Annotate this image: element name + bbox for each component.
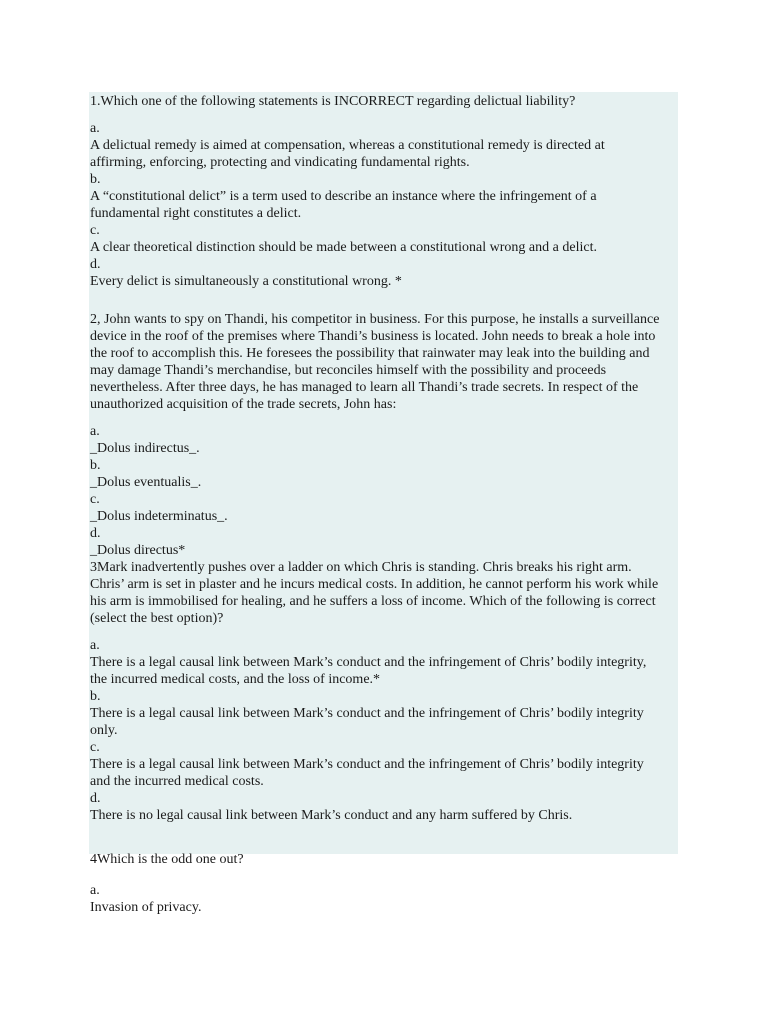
option-letter: c.	[90, 223, 100, 238]
option-letter: b.	[90, 172, 101, 187]
option-letter: b.	[90, 689, 101, 704]
option-text-line: the incurred medical costs, and the loss of income.*	[90, 672, 381, 687]
option-letter: a.	[90, 883, 100, 898]
stem-line: (select the best option)?	[90, 611, 224, 626]
option-text-line: Invasion of privacy.	[90, 900, 202, 915]
option-text-line: affirming, enforcing, protecting and vindicating fundamental rights.	[90, 155, 470, 170]
stem-line: Chris’ arm is set in plaster and he incurs medical costs. In addition, he cannot perform his work while	[90, 577, 659, 592]
option-letter: a.	[90, 638, 100, 653]
option-letter: d.	[90, 791, 101, 806]
option-text-line: There is a legal causal link between Mark’s conduct and the infringement of Chris’ bodily integrity	[90, 706, 644, 721]
question-1-option-c	[90, 222, 678, 256]
option-text-line: only.	[90, 723, 118, 738]
question-1-option-d	[90, 256, 678, 290]
option-letter: a.	[90, 121, 100, 136]
option-text-line: There is no legal causal link between Mark’s conduct and any harm suffered by Chris.	[90, 808, 573, 823]
question-4	[90, 851, 678, 916]
question-2-option-c	[90, 491, 678, 525]
question-2-option-d	[90, 525, 678, 559]
question-2-option-a	[90, 423, 678, 457]
stem-line: device in the roof of the premises where Thandi’s business is located. John needs to break a hole into	[90, 329, 656, 344]
question-3-option-c	[90, 739, 678, 790]
option-text-line: A clear theoretical distinction should be made between a constitutional wrong and a delict.	[90, 240, 597, 255]
option-text-line: There is a legal causal link between Mark’s conduct and the infringement of Chris’ bodily integrity	[90, 757, 644, 772]
option-text-line: _Dolus eventualis_.	[90, 475, 202, 490]
question-3-stem	[90, 559, 678, 627]
option-letter: a.	[90, 424, 100, 439]
question-4-stem: 4Which is the odd one out?	[90, 852, 244, 867]
option-text-line: A “constitutional delict” is a term used to describe an instance where the infringement of a	[90, 189, 597, 204]
question-3-option-b	[90, 688, 678, 739]
option-text-line: There is a legal causal link between Mark’s conduct and the infringement of Chris’ bodily integrity,	[90, 655, 647, 670]
option-letter: b.	[90, 458, 101, 473]
stem-line: 2, John wants to spy on Thandi, his competitor in business. For this purpose, he installs a surveillance	[90, 312, 660, 327]
stem-line: nevertheless. After three days, he has managed to learn all Thandi’s trade secrets. In respect of the	[90, 380, 639, 395]
option-letter: c.	[90, 492, 100, 507]
option-text-line: _Dolus directus*	[90, 543, 186, 558]
stem-line: the roof to accomplish this. He foresees the possibility that rainwater may leak into the building and	[90, 346, 650, 361]
question-1-option-b	[90, 171, 678, 222]
question-3	[90, 559, 678, 824]
question-1	[90, 93, 678, 290]
option-text-line: fundamental right constitutes a delict.	[90, 206, 302, 221]
stem-line: his arm is immobilised for healing, and he suffers a loss of income. Which of the following is correct	[90, 594, 656, 609]
question-2	[90, 311, 678, 559]
question-2-option-b	[90, 457, 678, 491]
option-text-line: and the incurred medical costs.	[90, 774, 264, 789]
option-letter: d.	[90, 526, 101, 541]
option-text-line: Every delict is simultaneously a constitutional wrong. *	[90, 274, 402, 289]
stem-line: 3Mark inadvertently pushes over a ladder on which Chris is standing. Chris breaks his right arm.	[90, 560, 632, 575]
question-1-stem: 1.Which one of the following statements is INCORRECT regarding delictual liability?	[90, 94, 576, 109]
question-2-stem	[90, 311, 678, 413]
question-1-option-a	[90, 120, 678, 171]
option-text-line: A delictual remedy is aimed at compensation, whereas a constitutional remedy is directed at	[90, 138, 605, 153]
question-3-option-a	[90, 637, 678, 688]
stem-line: unauthorized acquisition of the trade secrets, John has:	[90, 397, 397, 412]
stem-line: may damage Thandi’s merchandise, but reconciles himself with the possibility and proceeds	[90, 363, 607, 378]
option-text-line: _Dolus indirectus_.	[90, 441, 200, 456]
option-letter: d.	[90, 257, 101, 272]
option-text-line: _Dolus indeterminatus_.	[90, 509, 228, 524]
document-body	[90, 93, 678, 916]
option-letter: c.	[90, 740, 100, 755]
question-4-option-a	[90, 882, 678, 916]
question-3-option-d	[90, 790, 678, 824]
